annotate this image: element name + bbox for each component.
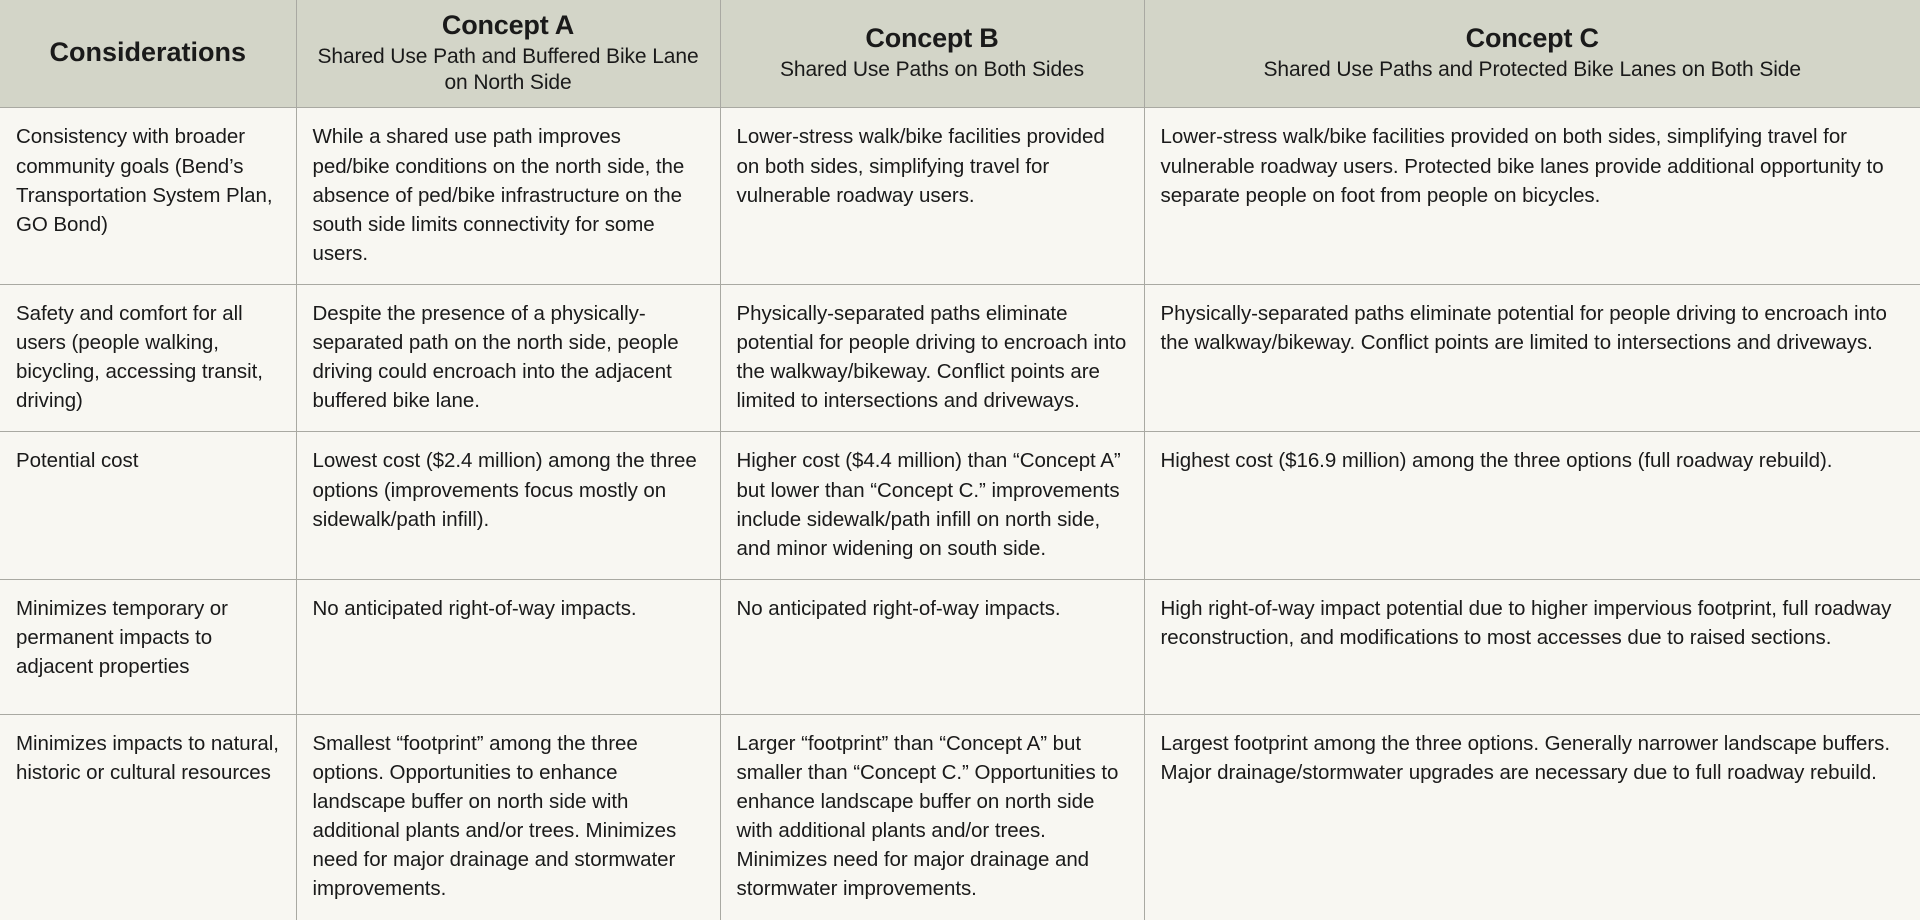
column-header-concept-c-title: Concept C	[1465, 22, 1599, 53]
consideration-text: Potential cost	[16, 449, 139, 473]
column-header-concept-a	[296, 0, 720, 108]
cell-concept-b	[720, 284, 1144, 431]
concept-b-text: Higher cost ($4.4 million) than “Concept A” but lower than “Concept C.” improvements include sidewalk/path infill on north side, and minor widening on south side.	[736, 449, 1121, 560]
cell-concept-b	[720, 579, 1144, 714]
cell-concept-c	[1144, 714, 1920, 919]
consideration-text: Safety and comfort for all users (people walking, bicycling, accessing transit, driving)	[16, 301, 263, 413]
concept-b-text: Larger “footprint” than “Concept A” but smaller than “Concept C.” Opportunities to enhance landscape buffer on north side with additional plants and/or trees. Minimizes need for major drainage and stormwater improvements.	[736, 731, 1119, 901]
table-row	[0, 714, 1920, 919]
cell-concept-a	[296, 108, 720, 285]
concept-a-text: Despite the presence of a physically-separated path on the north side, people driving could encroach into the adjacent buffered bike lane.	[312, 301, 679, 413]
concept-c-text: Highest cost ($16.9 million) among the three options (full roadway rebuild).	[1160, 449, 1833, 473]
concept-c-text: Largest footprint among the three options. Generally narrower landscape buffers. Major drainage/stormwater upgrades are necessary due to full roadway rebuild.	[1160, 731, 1890, 784]
cell-concept-c	[1144, 579, 1920, 714]
concept-b-text: No anticipated right-of-way impacts.	[736, 596, 1061, 620]
column-header-concept-b	[720, 0, 1144, 108]
table-body	[0, 108, 1920, 920]
column-header-concept-c-subtitle: Shared Use Paths and Protected Bike Lanes on Both Side	[1263, 57, 1801, 81]
cell-concept-b	[720, 432, 1144, 579]
cell-concept-a	[296, 432, 720, 579]
consideration-text: Minimizes impacts to natural, historic or cultural resources	[16, 731, 279, 784]
concept-a-text: No anticipated right-of-way impacts.	[312, 596, 637, 620]
table-row	[0, 579, 1920, 714]
concept-b-text: Physically-separated paths eliminate potential for people driving to encroach into the walkway/bikeway. Conflict points are limited to intersections and driveways.	[736, 301, 1127, 413]
cell-concept-c	[1144, 108, 1920, 285]
concept-a-text: Smallest “footprint” among the three options. Opportunities to enhance landscape buffer on north side with additional plants and/or trees. Minimizes need for major drainage and stormwater improvements.	[312, 731, 677, 901]
cell-concept-c	[1144, 432, 1920, 579]
cell-concept-a	[296, 284, 720, 431]
column-header-considerations	[0, 0, 296, 108]
header-row	[0, 0, 1920, 108]
cell-concept-c	[1144, 284, 1920, 431]
cell-consideration	[0, 108, 296, 285]
concept-a-text: While a shared use path improves ped/bike conditions on the north side, the absence of ped/bike infrastructure on the south side limits connectivity for some users.	[312, 125, 685, 265]
column-header-considerations-title: Considerations	[49, 37, 247, 68]
consideration-text: Minimizes temporary or permanent impacts to adjacent properties	[16, 596, 228, 679]
consideration-text: Consistency with broader community goals (Bend’s Transportation System Plan, GO Bond)	[16, 125, 273, 236]
column-header-concept-c	[1144, 0, 1920, 108]
column-header-concept-a-subtitle: Shared Use Path and Buffered Bike Lane on North Side	[317, 44, 699, 94]
table-header	[0, 0, 1920, 108]
column-header-concept-b-title: Concept B	[865, 22, 999, 53]
cell-concept-a	[296, 579, 720, 714]
table-row	[0, 108, 1920, 285]
cell-consideration	[0, 432, 296, 579]
concept-c-text: Physically-separated paths eliminate potential for people driving to encroach into the walkway/bikeway. Conflict points are limited to intersections and driveways.	[1160, 301, 1887, 355]
table-row	[0, 432, 1920, 579]
cell-consideration	[0, 284, 296, 431]
concept-c-text: Lower-stress walk/bike facilities provided on both sides, simplifying travel for vulnerable roadway users. Protected bike lanes provide additional opportunity to separate people on foot from people on bicycles.	[1160, 125, 1884, 207]
table-row	[0, 284, 1920, 431]
cell-consideration	[0, 579, 296, 714]
cell-concept-b	[720, 108, 1144, 285]
concept-b-text: Lower-stress walk/bike facilities provided on both sides, simplifying travel for vulnerable roadway users.	[736, 125, 1105, 207]
concept-c-text: High right-of-way impact potential due to higher impervious footprint, full roadway reconstruction, and modifications to most accesses due to raised sections.	[1160, 596, 1892, 649]
column-header-concept-a-title: Concept A	[441, 10, 575, 40]
cell-consideration	[0, 714, 296, 919]
cell-concept-b	[720, 714, 1144, 919]
concept-a-text: Lowest cost ($2.4 million) among the three options (improvements focus mostly on sidewalk/path infill).	[312, 449, 697, 531]
cell-concept-a	[296, 714, 720, 919]
column-header-concept-b-subtitle: Shared Use Paths on Both Sides	[779, 57, 1085, 81]
